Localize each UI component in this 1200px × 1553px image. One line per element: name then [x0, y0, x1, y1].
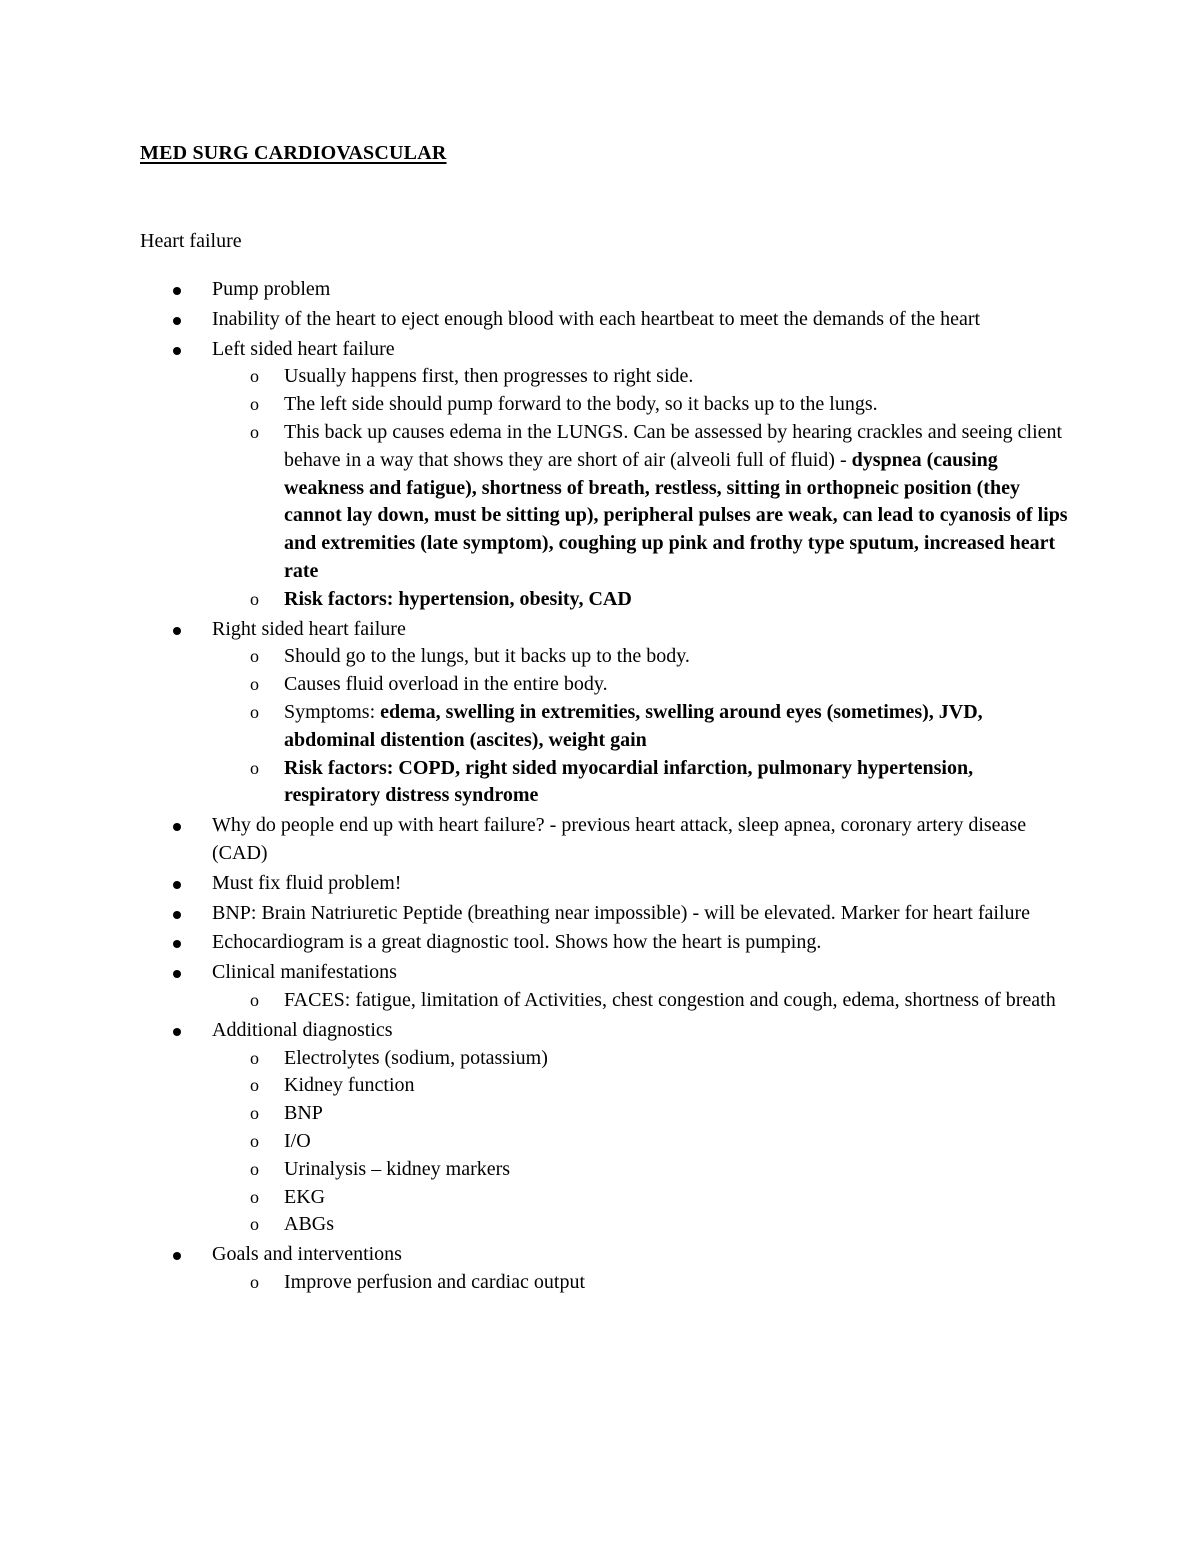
circle-bullet-icon: o	[250, 1103, 259, 1124]
bullet-dot-icon	[173, 823, 181, 831]
item-text: Goals and interventions	[212, 1243, 402, 1266]
sub-item-text: Symptoms:	[284, 700, 381, 723]
sub-list-item	[212, 987, 1070, 1015]
list-item	[140, 900, 1070, 928]
sub-list-item	[212, 1184, 1070, 1212]
circle-bullet-icon: o	[250, 366, 259, 387]
circle-bullet-icon: o	[250, 1130, 259, 1151]
bullet-dot-icon	[173, 347, 181, 355]
circle-bullet-icon: o	[250, 588, 259, 609]
circle-bullet-icon: o	[250, 421, 259, 442]
circle-bullet-icon: o	[250, 989, 259, 1010]
circle-bullet-icon: o	[250, 701, 259, 722]
list-item	[140, 276, 1070, 304]
circle-bullet-icon: o	[250, 1075, 259, 1096]
list-item	[140, 616, 1070, 811]
section-heading: Heart failure	[140, 230, 242, 252]
notes-content	[140, 276, 1070, 1299]
sub-list-item	[212, 1156, 1070, 1184]
sub-bullet-list	[212, 363, 1070, 613]
sub-list-item	[212, 671, 1070, 699]
list-item	[140, 870, 1070, 898]
document-title: MED SURG CARDIOVASCULAR	[140, 142, 447, 164]
circle-bullet-icon: o	[250, 394, 259, 415]
sub-item-text: Causes fluid overload in the entire body.	[284, 673, 608, 696]
sub-item-bold-text: Risk factors: hypertension, obesity, CAD	[284, 587, 632, 610]
list-item	[140, 306, 1070, 334]
sub-item-text: Should go to the lungs, but it backs up to the body.	[284, 645, 690, 668]
sub-item-text: Improve perfusion and cardiac output	[284, 1270, 586, 1293]
sub-item-text: Kidney function	[284, 1074, 415, 1097]
sub-list-item	[212, 391, 1070, 419]
sub-list-item	[212, 419, 1070, 586]
sub-list-item	[212, 1128, 1070, 1156]
circle-bullet-icon: o	[250, 1214, 259, 1235]
item-text: Must fix fluid problem!	[212, 871, 402, 894]
sub-list-item	[212, 1072, 1070, 1100]
circle-bullet-icon: o	[250, 646, 259, 667]
bullet-dot-icon	[173, 911, 181, 919]
sub-item-text: Electrolytes (sodium, potassium)	[284, 1046, 548, 1069]
list-item	[140, 812, 1070, 868]
circle-bullet-icon: o	[250, 1158, 259, 1179]
item-text: Why do people end up with heart failure? - previous heart attack, sleep apnea, coronary artery disease (CAD)	[212, 814, 1027, 864]
sub-list-item	[212, 643, 1070, 671]
sub-item-bold-text: dyspnea (causing weakness and fatigue), shortness of breath, restless, sitting in orthopneic position (they cannot lay down, must be sitting up), peripheral pulses are weak, can lead to cyanosis of lips and extremities (late symptom), coughing up pink and frothy type sputum, increased heart rate	[284, 448, 1068, 582]
item-text: Pump problem	[212, 278, 331, 300]
item-text: Echocardiogram is a great diagnostic tool. Shows how the heart is pumping.	[212, 931, 822, 954]
sub-list-item	[212, 699, 1070, 755]
bullet-dot-icon	[173, 627, 181, 635]
item-text: Inability of the heart to eject enough blood with each heartbeat to meet the demands of the heart	[212, 307, 981, 330]
list-item	[140, 336, 1070, 614]
list-item	[140, 929, 1070, 957]
sub-list-item	[212, 755, 1070, 811]
sub-item-text: The left side should pump forward to the body, so it backs up to the lungs.	[284, 393, 878, 416]
sub-bullet-list	[212, 1045, 1070, 1240]
main-bullet-list	[140, 276, 1070, 1297]
circle-bullet-icon: o	[250, 1186, 259, 1207]
sub-list-item	[212, 1269, 1070, 1297]
circle-bullet-icon: o	[250, 757, 259, 778]
bullet-dot-icon	[173, 881, 181, 889]
sub-item-text: This back up causes edema in the LUNGS. Can be assessed by hearing crackles and seeing client behave in a way that shows they are short of air (alveoli full of fluid) -	[284, 420, 1063, 471]
bullet-dot-icon	[173, 1252, 181, 1260]
sub-list-item	[212, 363, 1070, 391]
circle-bullet-icon: o	[250, 1271, 259, 1292]
bullet-dot-icon	[173, 317, 181, 325]
sub-bullet-list	[212, 1269, 1070, 1297]
sub-item-text: BNP	[284, 1102, 323, 1125]
sub-list-item	[212, 586, 1070, 614]
item-text: Right sided heart failure	[212, 617, 406, 640]
circle-bullet-icon: o	[250, 674, 259, 695]
sub-bullet-list	[212, 987, 1070, 1015]
sub-list-item	[212, 1100, 1070, 1128]
sub-list-item	[212, 1211, 1070, 1239]
bullet-dot-icon	[173, 970, 181, 978]
item-text: Clinical manifestations	[212, 961, 397, 984]
item-text: BNP: Brain Natriuretic Peptide (breathing near impossible) - will be elevated. Marker for heart failure	[212, 901, 1031, 924]
list-item	[140, 959, 1070, 1015]
bullet-dot-icon	[173, 287, 181, 295]
sub-item-text: Urinalysis – kidney markers	[284, 1157, 511, 1180]
sub-item-text: ABGs	[284, 1213, 335, 1236]
sub-bullet-list	[212, 643, 1070, 810]
bullet-dot-icon	[173, 1028, 181, 1036]
list-item	[140, 1017, 1070, 1239]
sub-item-bold-text: Risk factors: COPD, right sided myocardial infarction, pulmonary hypertension, respiratory distress syndrome	[284, 756, 974, 807]
circle-bullet-icon: o	[250, 1047, 259, 1068]
list-item	[140, 1241, 1070, 1297]
bullet-dot-icon	[173, 940, 181, 948]
item-text: Left sided heart failure	[212, 337, 395, 360]
sub-item-text: FACES: fatigue, limitation of Activities, chest congestion and cough, edema, shortness of breath	[284, 988, 1056, 1011]
sub-item-text: I/O	[284, 1129, 311, 1152]
sub-list-item	[212, 1045, 1070, 1073]
sub-item-bold-text: edema, swelling in extremities, swelling around eyes (sometimes), JVD, abdominal distention (ascites), weight gain	[284, 700, 983, 751]
sub-item-text: Usually happens first, then progresses to right side.	[284, 365, 694, 388]
sub-item-text: EKG	[284, 1185, 326, 1208]
item-text: Additional diagnostics	[212, 1018, 393, 1041]
